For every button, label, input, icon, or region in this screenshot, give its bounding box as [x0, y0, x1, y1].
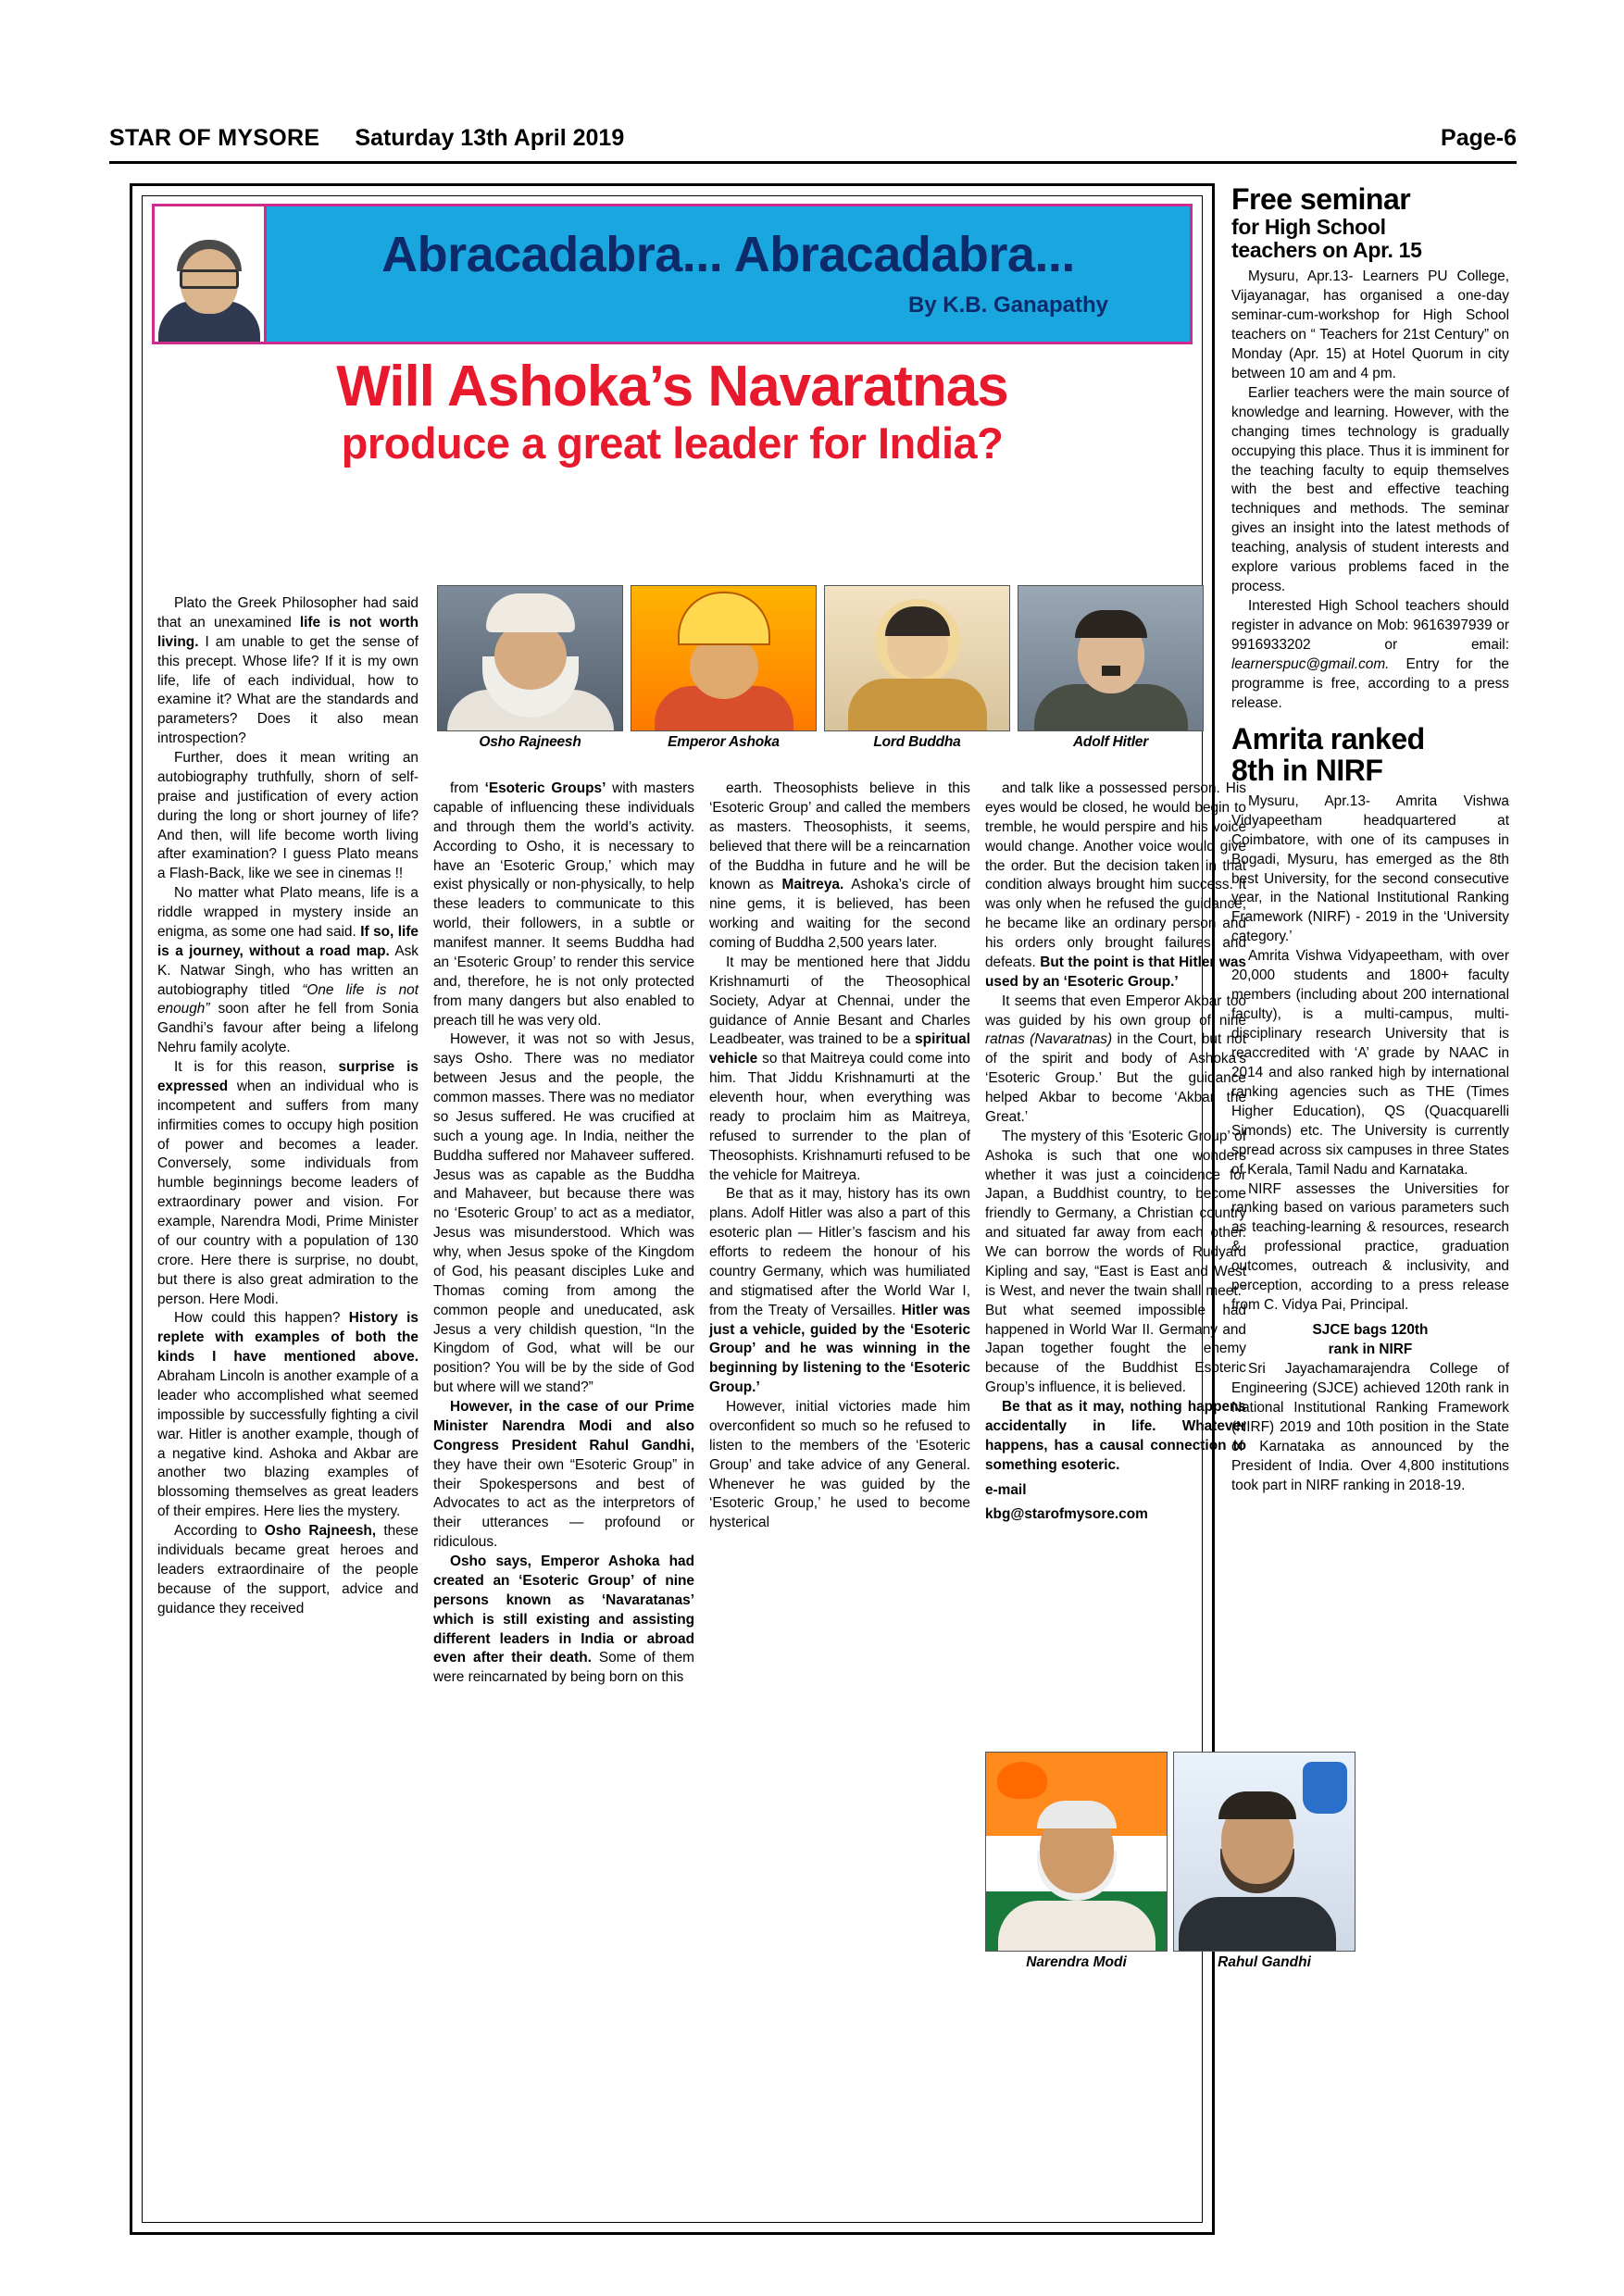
bottom-photo-strip	[985, 1752, 1355, 1971]
paragraph: However, in the case of our Prime Minister Narendra Modi and also Congress President Rahul Gandhi, they have their own “Esoteric Group” in their Spokespersons and best of Advocates to act as the interpretors of their utterances — profound or ridiculous.	[433, 1399, 694, 1551]
photo-caption: Emperor Ashoka	[668, 734, 780, 750]
paragraph: Interested High School teachers should register in advance on Mob: 9616397939 or 9916933202 or email: learnerspuc@gmail.com. Entry for the programme is free, according to a press release.	[1231, 598, 1509, 711]
sjce-headline-1: SJCE bags 120th	[1312, 1322, 1429, 1339]
column-byline: By K.B. Ganapathy	[907, 293, 1108, 318]
sjce-headline-2: rank in NIRF	[1328, 1341, 1413, 1358]
paragraph: Plato the Greek Philosopher had said that an unexamined life is not worth living. I am unable to get the sense of this precept. Whose life? If it is my own life, life of each individual, how to examine it? What are the standards and parameters? Does it also mean introspection?	[157, 595, 418, 747]
header-divider	[109, 161, 1517, 164]
paragraph: It may be mentioned here that Jiddu Krishnamurti of the Theosophical Society, Adyar at Chennai, under the guidance of Annie Besant and Charles Leadbeater, was trained to be a spiritual vehicle so that Maitreya could come into him. That Jiddu Krishnamurti at the eleventh hour, when everything was ready to proclaim him as Maitreya, refused to surrender to the plan of Theosophists. Krishnamurti refused to be the vehicle for Maitreya.	[709, 954, 970, 1183]
amrita-body	[1231, 792, 1509, 1316]
paragraph: It seems that even Emperor Akbar too was guided by his own group of nine ratnas (Navaratnas) in the Court, but not of the spirit and body of Ashoka’s ‘Esoteric Group.’ But the guidance helped Akbar to become ‘Akbar the Great.’	[985, 992, 1246, 1125]
issue-date: Saturday 13th April 2019	[355, 125, 625, 151]
rahul-gandhi-photo	[1173, 1752, 1355, 1952]
paragraph: The mystery of this ‘Esoteric Group’ of Ashoka is such that one wonders whether it was just a coincidence for Japan, a Buddhist country, to become friendly to Germany, a Christian country and situated far away from each other. We can borrow the words of Rudyard Kipling and say, “East is East and West is West, and never the twain shall meet.” But what seemed impossible had happened in World War II. Germany and Japan together fought the enemy because of the Buddhist Esoteric Group’s influence, it is believed.	[985, 1128, 1246, 1396]
paragraph: Be that as it may, history has its own plans. Adolf Hitler was also a part of this esoteric plan — Hitler’s fascism and his efforts to redeem the honour of his country Germany, which was humiliated and stigmatised after the World War I, from the Treaty of Versailles. Hitler was just a vehicle, guided by the ‘Esoteric Group’ and he was winning in the beginning by listening to the ‘Esoteric Group.’	[709, 1186, 970, 1396]
photo-caption: Rahul Gandhi	[1218, 1954, 1311, 1970]
seminar-subhead-1: for High School	[1231, 214, 1386, 239]
sidebar	[1231, 183, 1509, 1496]
article-column-4-text	[985, 780, 1246, 1476]
paragraph: earth. Theosophists believe in this ‘Esoteric Group’ and called the members as masters. Theosophists, it seems, believed that there will be a reincarnation of the Buddha in future and he will be known as Maitreya. Ashoka’s circle of nine gems, it is believed, has been working and waiting for the second coming of Buddha 2,500 years later.	[709, 780, 971, 951]
article-column-3	[709, 780, 970, 1533]
sjce-body	[1231, 1360, 1509, 1496]
photo-caption: Lord Buddha	[873, 734, 961, 750]
paragraph: and talk like a possessed person. His eyes would be closed, he would begin to tremble, he would perspire and his voice would change. Another voice would give the order. But the decision taken in that condition always brought him success. It was only when he refused the guidance, he became like an ordinary person and his orders only brought failures and defeats. But the point is that Hitler was used by an ‘Esoteric Group.’	[985, 780, 1246, 990]
paper-name: STAR OF MYSORE	[109, 125, 320, 151]
seminar-headline: Free seminar	[1231, 182, 1411, 216]
paragraph: from ‘Esoteric Groups’ with masters capable of influencing these individuals and through them the world’s activity. According to Osho, it is necessary to have an ‘Esoteric Group,’ which may exist physically or non-physically, to help these leaders to communicate to this world, their followers, in a subtle or manifest manner. It seems Buddha had an ‘Esoteric Group’ to render this service and, therefore, he is not only protected from many dangers but also enabled to preach till he was very old.	[433, 780, 695, 1029]
paragraph: No matter what Plato means, life is a riddle wrapped in mystery inside an enigma, as some one had said. If so, life is a journey, without a road map. Ask K. Natwar Singh, who has written an autobiography titled “One life is not enough” soon after he fell from Sonia Gandhi’s favour after being a lifelong Nehru family acolyte.	[157, 885, 418, 1056]
narendra-modi-photo	[985, 1752, 1168, 1952]
paragraph: Mysuru, Apr.13- Learners PU College, Vijayanagar, has organised a one-day seminar-cum-workshop for High School teachers on “ Teachers for 21st Century” on Monday (Apr. 15) at Hotel Quorum in city between 10 am and 4 pm.	[1231, 268, 1509, 381]
paragraph: NIRF assesses the Universities for ranking based on various parameters such as teaching-learning & resources, research & professional practice, graduation outcomes, outreach & inclusivity, and perception, according to a press release from C. Vidya Pai, Principal.	[1231, 1180, 1509, 1314]
column-title: Abracadabra... Abracadabra...	[381, 227, 1075, 282]
paragraph: Earlier teachers were the main source of knowledge and learning. However, with the changing times technology is gradually occupying this place. Thus it is imminent for the teaching faculty to equip themselves with the best and effective teaching techniques and methods. The seminar gives an insight into the latest methods of teaching, analysis of student interests and explore various problems faced in the process.	[1231, 384, 1509, 595]
article-column-1	[157, 594, 418, 1618]
paragraph: Sri Jayachamarajendra College of Engineering (SJCE) achieved 120th rank in National Institutional Ranking Framework (NIRF) 2019 and 10th position in the State of Karnataka as announced by the President of India. Over 4,800 institutions took part in NIRF ranking in 2018-19.	[1231, 1360, 1509, 1493]
signature-label: e-mail	[985, 1481, 1027, 1498]
paragraph: However, initial victories made him overconfident so much so he refused to listen to the members of the ‘Esoteric Group’ and take advice of any General. Whenever he was guided by the ‘Esoteric Group,’ he used to become hysterical	[709, 1399, 970, 1531]
paragraph: Amrita Vishwa Vidyapeetham, with over 20,000 students and 1800+ faculty members (including about 200 international faculty), is a multi-campus, multi-disciplinary research University that is reaccredited with ‘A’ grade by NAAC in 2014 and also ranked high by international ranking agencies such as THE (Times Higher Education), QS (Quacquarelli Simonds) etc. The University is currently spread across six campuses in three States of Kerala, Tamil Nadu and Karnataka.	[1231, 948, 1509, 1178]
paragraph: Mysuru, Apr.13- Amrita Vishwa Vidyapeetham headquartered at Coimbatore, with one of its campuses in Bogadi, Mysuru, has emerged as the 8th best University, for the second consecutive year, in the National Institutional Ranking Framework (NIRF) - 2019 in the ‘University category.’	[1231, 792, 1509, 945]
seminar-body	[1231, 268, 1509, 714]
paragraph: Osho says, Emperor Ashoka had created an ‘Esoteric Group’ of nine persons known as ‘Navaratanas’ which is still existing and assisting different leaders in India or abroad even after their death. Some of them were reincarnated by being born on this	[433, 1554, 694, 1686]
masthead	[109, 125, 1517, 152]
photo-caption: Osho Rajneesh	[479, 734, 581, 750]
paragraph: How could this happen? History is replete with examples of both the kinds I have mentioned above. Abraham Lincoln is another example of a leader who accomplished what seemed impossible by successfully fighting a civil war. Hitler is another example, though of a negative kind. Ashoka and Akbar are another two blazing examples of blossoming themselves as great leaders of their empires. Here lies the mystery.	[157, 1310, 418, 1520]
article-column-2	[433, 780, 694, 1688]
photo-cell	[985, 1752, 1168, 1971]
paragraph: Further, does it mean writing an autobiography truthfully, shorn of self-praise and justification of every action during the long or short journey of life? And then, will life become worth living after examination? I guess Plato means a Flash-Back, like we see in cinemas !!	[157, 750, 418, 882]
photo-caption: Adolf Hitler	[1072, 734, 1149, 750]
amrita-subhead: 8th in NIRF	[1231, 754, 1383, 788]
photo-cell	[1173, 1752, 1355, 1971]
signature-email[interactable]: kbg@starofmysore.com	[985, 1506, 1148, 1523]
paragraph: It is for this reason, surprise is expressed when an individual who is incompetent and suffers from many infirmities comes to occupy high position of power and becomes a leader. Conversely, some individuals from humble beginnings become leaders of extraordinary power and vision. For example, Narendra Modi, Prime Minister of our country with a population of 130 crore. Here there is surprise, no doubt, but there is also great admiration to the person. Here Modi.	[157, 1059, 418, 1307]
page-number: Page-6	[1441, 125, 1517, 151]
amrita-headline: Amrita ranked	[1231, 721, 1425, 755]
headline-line-1: Will Ashoka’s Navaratnas	[336, 355, 1008, 418]
article-column-4	[985, 780, 1246, 1525]
paragraph: However, it was not so with Jesus, says Osho. There was no mediator between Jesus and the people, the common masses. There was no mediator so Jesus suffered. He was crucified at such a young age. In India, neither the Buddha suffered nor Mahaveer suffered. Jesus was as capable as the Buddha and Mahaveer, but because there was no ‘Esoteric Group’ to act as a mediator, Jesus was misunderstood. Which was why, when Jesus spoke of the Kingdom of God, his peasant disciples Luke and Thomas coming from among the common people and uneducated, ask Jesus a very childish question, “In the Kingdom of God, what will be our position? You will be by the side of God but where will we stand?”	[433, 1031, 694, 1396]
photo-caption: Narendra Modi	[1026, 1954, 1127, 1970]
paragraph: According to Osho Rajneesh, these individuals became great heroes and leaders extraordinaire of the people because of the support, advice and guidance they received	[157, 1523, 418, 1616]
headline-line-2: produce a great leader for India?	[341, 418, 1004, 468]
paragraph: Be that as it may, nothing happens accidentally in life. Whatever happens, has a causal connection to something esoteric.	[985, 1399, 1246, 1473]
seminar-subhead-2: teachers on Apr. 15	[1231, 237, 1422, 262]
